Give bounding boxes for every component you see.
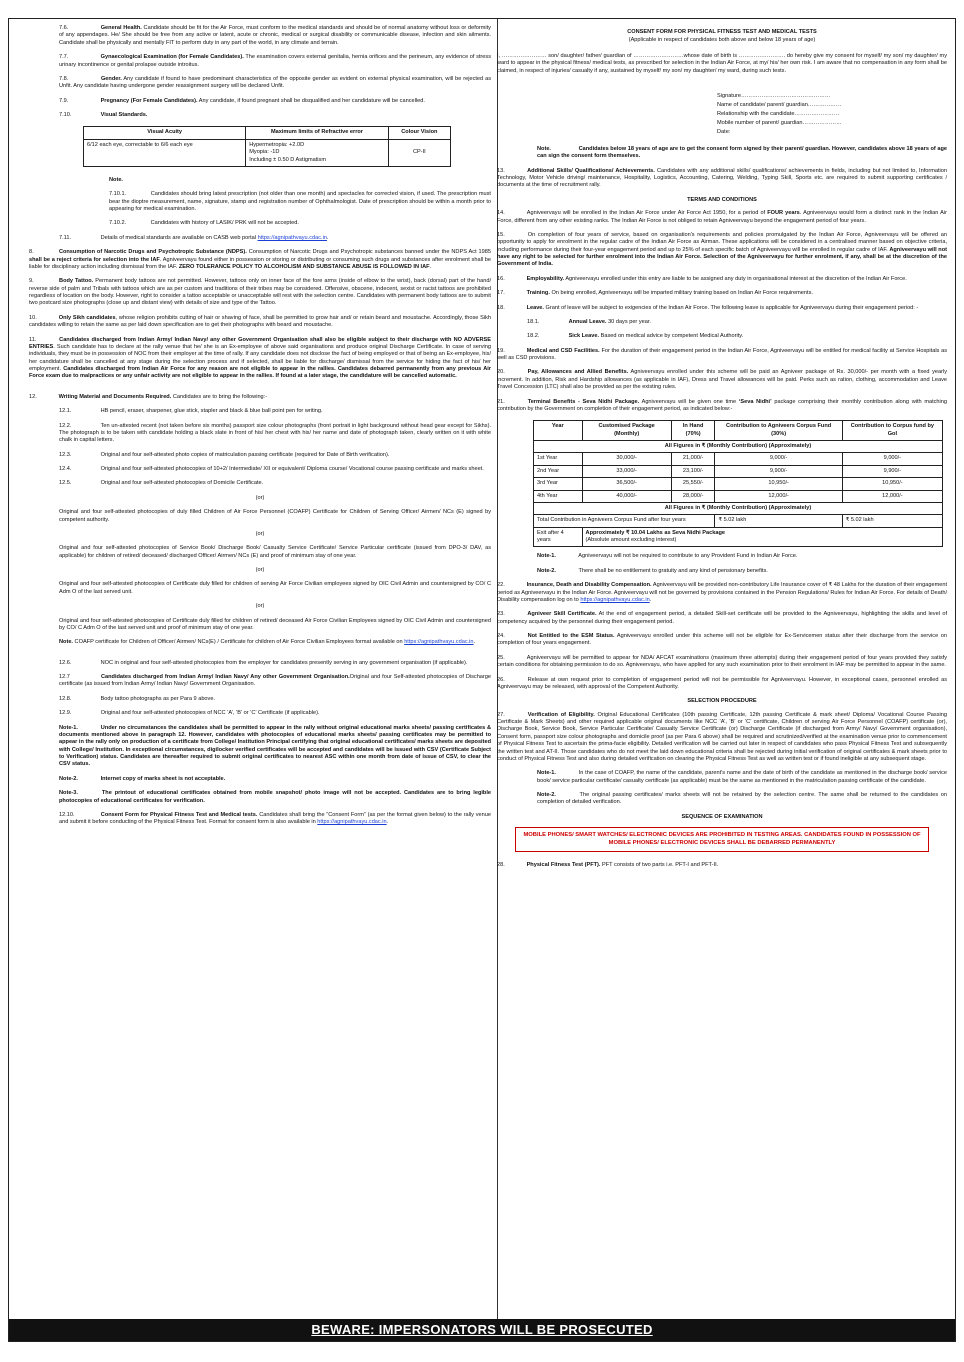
seva-nidhi-table (533, 420, 943, 547)
table-cell: 33,000/- (582, 465, 671, 477)
note-label: Note. (109, 176, 123, 183)
para-15: 15. On completion of four years of service, based on organisation's requirements and policies promulgated by the Indian Air Force, Agniveervayu will be offered an opportunity to apply for enrolment in the regular cadre of the Indian Air Force as Airman. These applications will be considered in a centralised manner based on objective criteria, including performance during their four-year engagement period and up to 25% of each specific batch of Agniveervayu will be enrolled in regular cadre of IAF. Agniveervayu will not have any right to be selected for further enrolment into the Indian Air Force. Selection of the Agniveervayu for further enrolment, if any, shall be at the discretion of the Government of India. (497, 231, 947, 268)
para-or-coafp: Original and four self-attested photocopies of duly filled Children of Air Force Personnel (COAFP) Certificate for Children of Serving Officer/ Airmen/ NCs (E) signed by competent authority. (59, 509, 491, 523)
table-cell: 9,900/- (715, 465, 842, 477)
or-separator: (or) (255, 530, 265, 537)
para-11: 11. Candidates discharged from Indian Army/ Indian Navy/ any other Government Organisation shall also be eligible subject to their discharge with NO ADVERSE ENTRIES. Such candidate has to declare at the rally venue that he/ she is an Ex-employee of above said organisations and produce original Discharge Certificate. In case of serving individuals, they must be in possession of NOC from their employer at the time of rally. If any candidate does not disclose the fact of being employed or that of being an Ex-employee, his/ her candidature shall be cancelled at any stage during the selection process and if selected, shall be liable for discharge/ dismissal from the service for hiding the fact of his/ her employment. Candidates discharged from Indian Air Force for any reason are not eligible to appear in the rallies. Candidates debarred permanently from any previous Air Force exam due to malpractices or any unfair activity are not eligible to appear in the rallies. If found at a later stage, the candidature will be cancelled automatic. (29, 336, 491, 380)
para-23: 23. Agniveer Skill Certificate. At the end of engagement period, a detailed Skill-set certificate will be provided to the Agniveervayu, highlighting the skills and level of competency acquired by the personnel during their engagement period. (497, 611, 947, 625)
para-27-note-1: Note-1. In the case of COAFP, the name of the candidate, parent's name and the date of birth of the candidate as mentioned in the discharge book/ service book/ service particular certificate/ casualty certificate (as applicable) must be the same as mentioned in the matriculation passing certificate of the candidate. (537, 770, 947, 784)
table-cell: CP-II (388, 139, 450, 166)
table-cell: 36,500/- (582, 478, 671, 490)
para-18: 18. Leave. Grant of leave will be subject to exigencies of the Indian Air Force. The following leave is applicable for Agniveervayu during their engagement period: - (497, 304, 919, 311)
para-14: 14. Agniveervayu will be enrolled in the Indian Air Force under Air Force Act 1950, for a period of FOUR years. Agniveervayu would form a distinct rank in the Indian Air Force, different from any other existing ranks. The Indian Air Force is not obliged to retain Agniveervayu beyond the engagement period of four years. (497, 210, 947, 224)
table-cell: 25,550/- (671, 478, 715, 490)
col-header: Maximum limits of Refractive error (246, 127, 388, 139)
table-cell: Hypermetropia: +2.0D Myopia: -1D Including ± 0.50 D Astigmatism (246, 139, 388, 166)
table-cell: 2nd Year (534, 465, 583, 477)
coafp-link[interactable]: https://agnipathvayu.cdac.in (404, 639, 474, 646)
col-header: Contribution to Corpus fund by GoI (842, 421, 942, 441)
table-cell: ₹ 5.02 lakh (715, 515, 842, 527)
col-header: Contribution to Agniveers Corpus Fund (30%) (715, 421, 842, 441)
para-13: 13. Additional Skills/ Qualifications/ Achievements. Candidates with any additional skills/ qualifications/ achievements in fields, including but not limited to, Information Technology, Motor Vehicle driving/ maintenance, Hospitality, Logistics, Accounting, Catering, Welding, Typing Skill, Sports etc. are required to submit supporting certificates / documents at the time of recruitment rally. (497, 167, 947, 189)
or-separator: (or) (255, 603, 265, 610)
name-line: Name of candidate/ parent/ guardian……………… (717, 101, 842, 108)
table-cell: 40,000/- (582, 490, 671, 502)
table-cell: Exit after 4 years (534, 527, 583, 547)
or-separator: (or) (255, 567, 265, 573)
mobile-line: Mobile number of parent/ guardian………………… (717, 119, 842, 126)
para-12-3: 12.3. Original and four self-attested photo copies of matriculation passing certificate (required for Date of Birth verification). (59, 451, 390, 458)
table-cell: 10,950/- (842, 478, 942, 490)
para-24: 24. Not Entitled to the ESM Status. Agniveervayu enrolled under this scheme will not be eligible for Ex-Servicemen status after their discharge from the service on completion of four years engagement. (497, 633, 947, 647)
table-cell: Approximately ₹ 10.04 Lakhs as Seva Nidhi Package (Absolute amount excluding interest) (582, 527, 942, 547)
para-7-8: 7.8. Gender. Any candidate if found to have predominant characteristics of the opposite gender as evident on external physical examination, will be rejected as Unfit. Any candidate having undergone gender reassignment surgery will be declared Unfit. (59, 75, 491, 90)
col-header: In Hand (70%) (671, 421, 715, 441)
para-or-civilian-serving: Original and four self-attested photocopies of Certificate duly filled for children of serving Air Force Civilian employees signed by OIC Civil Admin and countersigned by CO/ C Adm O of the last served unit. (59, 581, 491, 595)
table-cell: 4th Year (534, 490, 583, 502)
table-body (534, 453, 943, 503)
para-or-civilian-retired: Original and four self-attested photocopies of Certificate duly filled for children of retired/ deceased Air Force Civilian Employees signed by OIC Civil Admin and countersigned by CO/ C Adm O of the last served unit and proof of minimum stay of one year. (59, 617, 491, 631)
table-row (534, 453, 943, 465)
table-cell: ₹ 5.02 lakh (842, 515, 942, 527)
para-or-service-book: Original and four self-attested photocopies of Service Book/ Discharge Book/ Casualty Service Certificate/ Service Particular certificate (issued from DPO-3/ DAV, as applicable) for children of retired/ deceased/ discharged Officer/ Airmen/ NCs (E) and proof of minimum stay of one year. (59, 545, 491, 559)
para-7-10-1: 7.10.1. Candidates should bring latest prescription (not older than one month) and spectacles for corrected vision, if used. The prescription must bear the dioptre measurement, name, signature, stamp and registration number of Ophthalmologist. Date of prescription should be within a month prior to appearing for medical examination. (109, 191, 491, 212)
mobile-warning-box: MOBILE PHONES/ SMART WATCHES/ ELECTRONIC DEVICES ARE PROHIBITED IN TESTING AREAS. CANDIDATES FOUND IN POSSESSION OF MOBILE PHONES/ ELECTRONIC DEVICES SHALL BE DEBARRED PERMANENTLY (515, 827, 929, 852)
compensation-link[interactable]: https://agnipathvayu.cdac.in (580, 596, 650, 603)
left-column (29, 25, 491, 834)
note-3: Note-3. The printout of educational certificates obtained from mobile snapshot/ photo image will not be accepted. Candidates are to bring legible photocopies of educational certificates for verification. (59, 790, 491, 804)
document-page (8, 18, 956, 1342)
para-16: 16. Employability. Agniveervayu enrolled under this entry are liable to be assigned any duty in organisational interest at the discretion of the Indian Air Force. (497, 275, 907, 282)
para-22: 22. Insurance, Death and Disability Compensation. Agniveervayu will be provided non-contributory Life Insurance cover of ₹ 48 Lakhs for the duration of their engagement period as Agniveervayu in the Indian Air Force. Agniveervayu will not be governed by provisions contained in the Pension Regulations/ Rules for Indian Air Force. For details of Death/ Disability compensation log on to https://agnipathvayu.cdac.in. (497, 582, 947, 603)
consent-form-link[interactable]: https://agnipathvayu.cdac.in (317, 819, 387, 826)
table-cell: 9,900/- (842, 465, 942, 477)
col-header: Colour Vision (388, 127, 450, 139)
table-cell: 10,950/- (715, 478, 842, 490)
para-9: 9. Body Tattoo. Permanent body tattoos are not permitted. However, tattoos only on inner face of the fore arms (inside of elbow to the wrist), back (dorsal) part of the hand/ reverse side of palm and Tribals with tattoos which are as per custom and traditions of their tribes may be considered. Offensive, obscene, indecent, sexist or racist tattoos are prohibited regardless of location on the body. However, right to consider a tattoo acceptable or unacceptable will rest with the selection centre. Candidates with permanent body tattoos are to submit two postcard size photographs (close up and distant view) with details of size and type of the Tattoo. (29, 278, 491, 307)
para-19: 19. Medical and CSD Facilities. For the duration of their engagement period in the Indian Air Force, Agniveervayu will be entitled for medical facility at Service Hospitals as well as CSD provisions. (497, 347, 947, 361)
para-12-2: 12.2. Ten un-attested recent (not taken before six months) passport size colour photographs (front portrait in light background without head gear except for Sikhs). The photograph is to be taken with candidate holding a black slate in front of his/ her chest with his/ her name and date of photograph taken, clearly written on it with white chalk in capital letters. (59, 422, 491, 444)
para-26: 26. Release at own request prior to completion of engagement period will not be permissible for Agniveervayu. However, in exceptional cases, personnel enrolled as Agniveervayu may be released, with approval of the Competent Authority. (497, 676, 947, 690)
table-cell: 12,000/- (715, 490, 842, 502)
table-band: All Figures in ₹ (Monthly Contribution) (Approximately) (534, 441, 943, 453)
para-12: 12. Writing Material and Documents Required. Candidates are to bring the following:- (29, 393, 268, 400)
para-7-7: 7.7. Gynaecological Examination (for Female Candidates). The examination covers external genitalia, hernia orifices and the perineum, any evidence of stress urinary incontinence or genital prolapse outside introitus. (59, 54, 491, 68)
para-7-10-2: 7.10.2. Candidates with history of LASIK/ PRK will not be accepted. (109, 220, 299, 227)
para-12-7: 12.7 Candidates discharged from Indian Army/ Indian Navy/ Any other Government Organisation.Original and four Self-attested photocopies of Discharge certificate (as issued from Indian Army/ Indian Navy/ Government Organisation. (59, 674, 491, 688)
para-7-6: 7.6. General Health. Candidate should be fit for the Air Force, must conform to the medical standards and should be of normal anatomy without loss or deformity of any appendages. He/ She should be free from any active or latent, acute or chronic, medical or surgical disability or communicable disease, infection and skin ailments. Candidate shall be physically and mentally FIT to perform duty in any part of the world, in any climate and terrain. (59, 25, 491, 46)
para-27-note-2: Note-2. The original passing certificates/ marks sheets will not be retained by the selection centre. The same shall be returned to the candidates on completion of detailed verification. (537, 792, 947, 806)
or-separator: (or) (255, 494, 265, 501)
table-cell: 12,000/- (842, 490, 942, 502)
consent-form-text: I, …………………… son/ daughter/ father/ guardian of ………………………whose date of birth is ……………………. do hereby give my consent for myself/ my son/ my daughter/ my ward to appear in the physical fitness/ medical tests, as prescribed for selection in the Indian Air Force, at my/ his/ her own risk. I am aware that no compensation in any form shall be claimed, in respect of injuries/ casualty if any, sustained by myself/ my son/ my daughter/ my ward, during such tests. (497, 52, 947, 74)
para-18-1: 18.1. Annual Leave. 30 days per year. (527, 318, 651, 325)
para-25: 25. Agniveervayu will be permitted to appear for NDA/ AFCAT examinations (maximum three attempts) during their engagement period of four years provided they satisfy certain conditions for obtaining permission to do so. Agniveervayu, who have applied for any such examination prior to their enrolment in IAF may be permitted to appear in the same. (497, 654, 947, 669)
table-cell: 9,000/- (715, 453, 842, 465)
para-12-5: 12.5. Original and four self-attested photocopies of Domicile Certificate. (59, 480, 264, 487)
col-header: Customised Package (Monthly) (582, 421, 671, 441)
table-row (534, 490, 943, 502)
para-17: 17. Training. On being enrolled, Agniveervayu will be imparted military training based on Indian Air Force requirements. (497, 290, 813, 297)
para-10: 10. Only Sikh candidates, whose religion prohibits cutting of hair or shaving of face, shall be permitted to grow hair and/ or retain beard and moustache. Accordingly, those Sikh candidates willing to retain the same as per laid down specification are to get their photographs with beard and moustache. (29, 314, 491, 329)
para-12-8: 12.8. Body tattoo photographs as per Para 9 above. (59, 695, 216, 702)
table-cell: 6/12 each eye, correctable to 6/6 each eye (84, 139, 246, 166)
consent-signature-block (497, 93, 947, 138)
table-cell: 9,000/- (842, 453, 942, 465)
table-cell: 1st Year (534, 453, 583, 465)
table-band: All Figures in ₹ (Monthly Contribution) (Approximately) (534, 502, 943, 514)
note-1: Note-1. Under no circumstances the candidates shall be permitted to appear in the rally without original educational marks sheets/ passing certificates & documents mentioned above in paragraph 12. However, candidates with photocopies of educational marks sheets/ passing certificates may be permitted to appear in the rally only on production of a certificate from College/ Institution Principal certifying that original educational certificates/ marks sheets are deposited with College/ Institution. In exceptional circumstances, digilocker verified certificates will be accepted and candidates will be issued with CSV (Certificate Subject to Verification) status. Candidates are thereafter required to submit original certificates to nearest ASC within one month from date of issue of CSV, to clear the CSV status. (59, 724, 491, 768)
para-8: 8. Consumption of Narcotic Drugs and Psychotropic Substance (NDPS). Consumption of Narcotic Drugs and Psychotropic substances banned under the NDPS Act 1985 shall be a reject criteria for selection into the IAF. Agniveervayu found either in possession or storing or distributing or consuming such drugs and substances after enrolment shall be liable for disciplinary action including dismissal from the IAF. ZERO TOLERANCE POLICY TO ALCOHOLISM AND SUBSTANCE ABUSE IS FOLLOWED IN IAF. (29, 249, 491, 270)
para-title: General Health. (100, 25, 142, 31)
para-18-2: 18.2. Sick Leave. Based on medical advice by competent Medical Authority. (527, 333, 744, 340)
note-2: Note-2. Internet copy of marks sheet is not acceptable. (59, 775, 226, 782)
col-header: Year (534, 421, 583, 441)
relationship-line: Relationship with the candidate…………………… (717, 110, 840, 117)
consent-form-title: CONSENT FORM FOR PHYSICAL FITNESS TEST AND MEDICAL TESTS (627, 29, 817, 35)
para-7-9: 7.9. Pregnancy (For Female Candidates). Any candidate, if found pregnant shall be disqualified and her candidature will be cancelled. (59, 97, 425, 104)
para-21: 21. Terminal Benefits - Seva Nidhi Package. Agniveervayu will be given one time ‘Seva Nidhi’ package comprising their monthly contribution along with matching contribution by the Government on completion of their engagement period, as indicated below:- (497, 398, 947, 412)
para-12-6: 12.6. NOC in original and four self-attested photocopies from the employer for candidates presently serving in any government organisation (if applicable). (59, 659, 468, 666)
selection-heading: SELECTION PROCEDURE (687, 698, 757, 705)
table-cell: 23,100/- (671, 465, 715, 477)
col-header: Visual Acuity (84, 127, 246, 139)
para-12-1: 12.1. HB pencil, eraser, sharpener, glue stick, stapler and black & blue ball point pen for writing. (59, 408, 323, 415)
para-20: 20. Pay, Allowances and Allied Benefits. Agniveervayu enrolled under this scheme will be paid an Agniveer package of Rs. 30,000/- per month with a fixed yearly increment. In addition, Risk and Hardship allowances (as applicable in IAF), Dress and Travel allowances will be paid. Perks such as ration, clothing, accommodation and Leave Travel Concession (LTC) shall also be provided as per the existing rules. (497, 369, 947, 391)
right-column (497, 25, 947, 877)
para-12-4: 12.4. Original and four self-attested photocopies of 10+2/ Intermediate/ XII or equivalent/ Diploma course/ Vocational course passing certificate and marks sheet. (59, 466, 484, 472)
table-row (534, 465, 943, 477)
date-line: Date: (717, 128, 731, 135)
para-7-11: 7.11. Details of medical standards are available on CASB web portal https://agnipathvayu.cdac.in. (59, 234, 329, 241)
table-cell: Total Contribution in Agniveers Corpus Fund after four years (534, 515, 715, 527)
para-12-10: 12.10. Consent Form for Physical Fitness Test and Medical tests. Candidates shall bring the “Consent Form” (as per the format given below) to the rally venue and submit it before conducting of the Physical Fitness Test. Format for consent form is also available in https://agnipathvayu.cdac.in. (59, 811, 491, 826)
terms-heading: TERMS AND CONDITIONS (687, 196, 757, 203)
consent-note: Note. Candidates below 18 years of age are to get the consent form signed by their parent/ guardian. However, candidates above 18 years of age can sign the consent form themselves. (537, 145, 947, 160)
pay-note-1: Note-1. Agniveervayu will not be required to contribute to any Provident Fund in Indian Air Force. (537, 553, 798, 560)
para-7-10: 7.10. Visual Standards. (59, 112, 148, 118)
para-12-9: 12.9. Original and four self-attested photocopies of NCC ‘A’, ‘B’ or ‘C’ Certificate (if applicable). (59, 710, 320, 717)
table-cell: 28,000/- (671, 490, 715, 502)
table-cell: 3rd Year (534, 478, 583, 490)
signature-line: Signature………………………………………… (717, 92, 831, 99)
impersonation-warning-banner: BEWARE: IMPERSONATORS WILL BE PROSECUTED (9, 1319, 955, 1341)
note-coafp: Note. COAFP certificate for Children of Officer/ Airmen/ NCs(E) / Certificate for children of Air Force Civilian Employees format available on https://agnipathvayu.cdac.in. (59, 639, 476, 646)
pay-note-2: Note-2. There shall be no entitlement to gratuity and any kind of pensionary benefits. (537, 567, 768, 574)
table-row (534, 478, 943, 490)
para-27: 27. Verification of Eligibility. Original Educational Certificates (10th passing Certificate, 12th passing Certificate & mark sheet/ Diploma/ Vocational Course Passing Certificate & Mark Sheets) and other required applicable original documents like NCC ‘A’, ‘B’ or ‘C’ certificate, Children of serving Air Force Personnel (COAFP) certificate (or), Discharge Book, Service Book, Service Particular Certificate/ Casualty Service Certificate (or) Discharge Certificate (if discharged from Army/ Navy/ Government organisation), Consent form, passport size colour photographs and domicile proof (as per Para 6 above) shall be required and scrutinized/verified at the examination venue prior to commencement of Physical Fitness Test to ascertain the prima-facie eligibility. Detailed verification will be carried out later in respect of candidates who pass Physical Fitness Test and subsequently the written test and AT-II. Those candidates who do not meet the laid down educational criteria shall be rejected during initial verification of original certificates & mark sheets prior to conduct of Physical Fitness Test and also during detailed verification on clearing the Physical Fitness Test as well as written test or if found ineligible at any subsequent stage. (497, 711, 947, 762)
visual-standards-table (83, 126, 451, 167)
table-cell: 30,000/- (582, 453, 671, 465)
table-cell: 21,000/- (671, 453, 715, 465)
casb-link[interactable]: https://agnipathvayu.cdac.in (257, 234, 327, 241)
consent-form-subtitle: (Applicable in respect of candidates both above and below 18 years of age) (628, 37, 816, 44)
sequence-heading: SEQUENCE OF EXAMINATION (681, 813, 763, 820)
para-28: 28. Physical Fitness Test (PFT). PFT consists of two parts i.e. PFT-I and PFT-II. (497, 862, 719, 869)
